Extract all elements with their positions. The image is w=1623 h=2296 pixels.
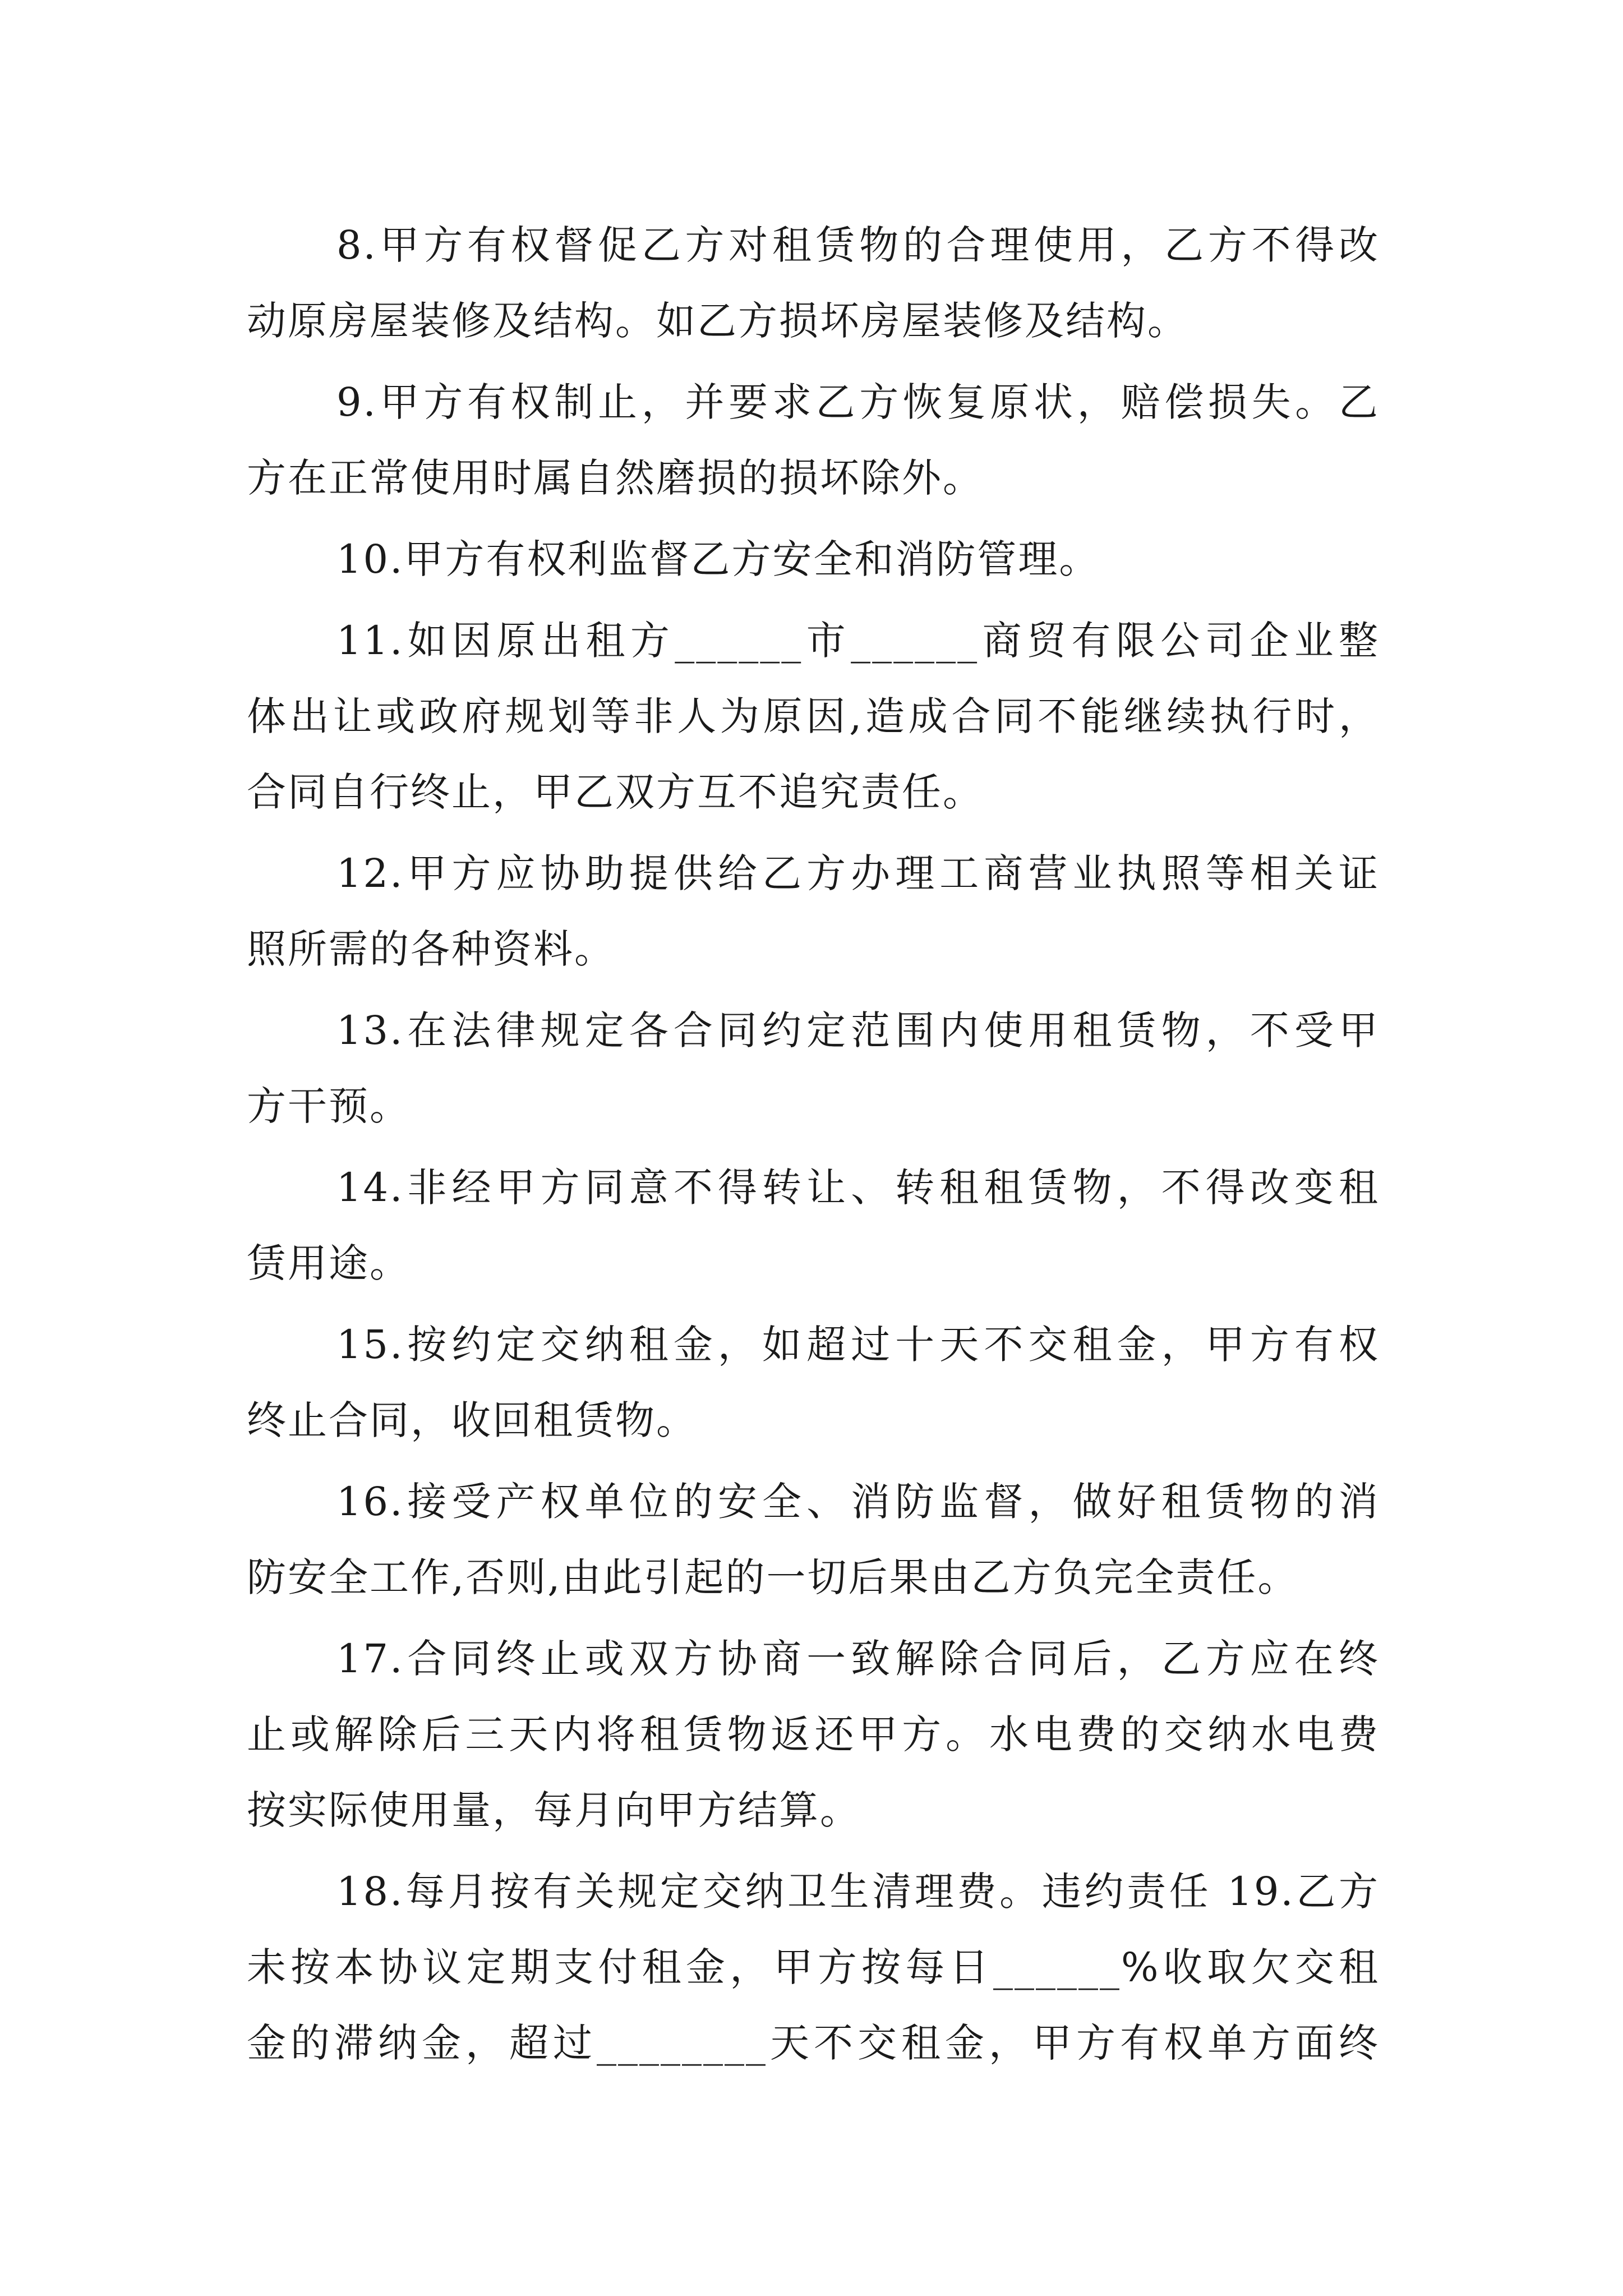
clause-15 [247,1307,1380,1458]
clause-line: 照所需的各种资料。 [247,926,615,972]
clause-line: 动原房屋装修及结构。如乙方损坏房屋装修及结构。 [247,298,1188,344]
clause-11 [247,603,1380,830]
clause-line: 赁用途。 [247,1240,411,1286]
clause-line: 合同自行终止，甲乙双方互不追究责任。 [247,769,984,815]
clause-10 [247,522,1380,597]
clause-18 [247,1854,1380,2081]
clause-line: 体出让或政府规划等非人为原因,造成合同不能继续执行时， [247,693,1380,739]
clause-line: 15.按约定交纳租金，如超过十天不交租金，甲方有权 [336,1322,1380,1368]
clause-line: 未按本协议定期支付租金，甲方按每日______%收取欠交租 [247,1944,1380,1990]
clause-9 [247,365,1380,516]
clause-line: 终止合同，收回租赁物。 [247,1397,697,1443]
clause-line: 17.合同终止或双方协商一致解除合同后，乙方应在终 [336,1636,1380,1682]
clause-line: 方在正常使用时属自然磨损的损坏除外。 [247,455,984,501]
clause-12 [247,836,1380,987]
clause-line: 10.甲方有权利监督乙方安全和消防管理。 [336,536,1100,582]
clause-line: 止或解除后三天内将租赁物返还甲方。水电费的交纳水电费 [247,1711,1380,1757]
clause-line: 方干预。 [247,1083,411,1129]
clause-line: 12.甲方应协助提供给乙方办理工商营业执照等相关证 [336,850,1380,896]
clause-line: 14.非经甲方同意不得转让、转租租赁物，不得改变租 [336,1165,1380,1211]
clause-line: 18.每月按有关规定交纳卫生清理费。违约责任 19.乙方 [336,1869,1380,1915]
clause-16 [247,1464,1380,1616]
document-body [247,208,1380,2087]
clause-line: 11.如因原出租方______市______商贸有限公司企业整 [336,618,1380,664]
clause-line: 防安全工作,否则,由此引起的一切后果由乙方负完全责任。 [247,1554,1299,1600]
clause-line: 8.甲方有权督促乙方对租赁物的合理使用，乙方不得改 [336,222,1380,268]
clause-line: 金的滞纳金，超过________天不交租金，甲方有权单方面终 [247,2020,1380,2066]
clause-line: 16.接受产权单位的安全、消防监督，做好租赁物的消 [336,1479,1380,1525]
clause-line: 13.在法律规定各合同约定范围内使用租赁物，不受甲 [336,1007,1380,1053]
clause-13 [247,993,1380,1144]
clause-14 [247,1150,1380,1301]
clause-17 [247,1621,1380,1848]
clause-line: 9.甲方有权制止，并要求乙方恢复原状，赔偿损失。乙 [336,379,1380,425]
clause-8 [247,208,1380,359]
clause-line: 按实际使用量，每月向甲方结算。 [247,1787,861,1833]
